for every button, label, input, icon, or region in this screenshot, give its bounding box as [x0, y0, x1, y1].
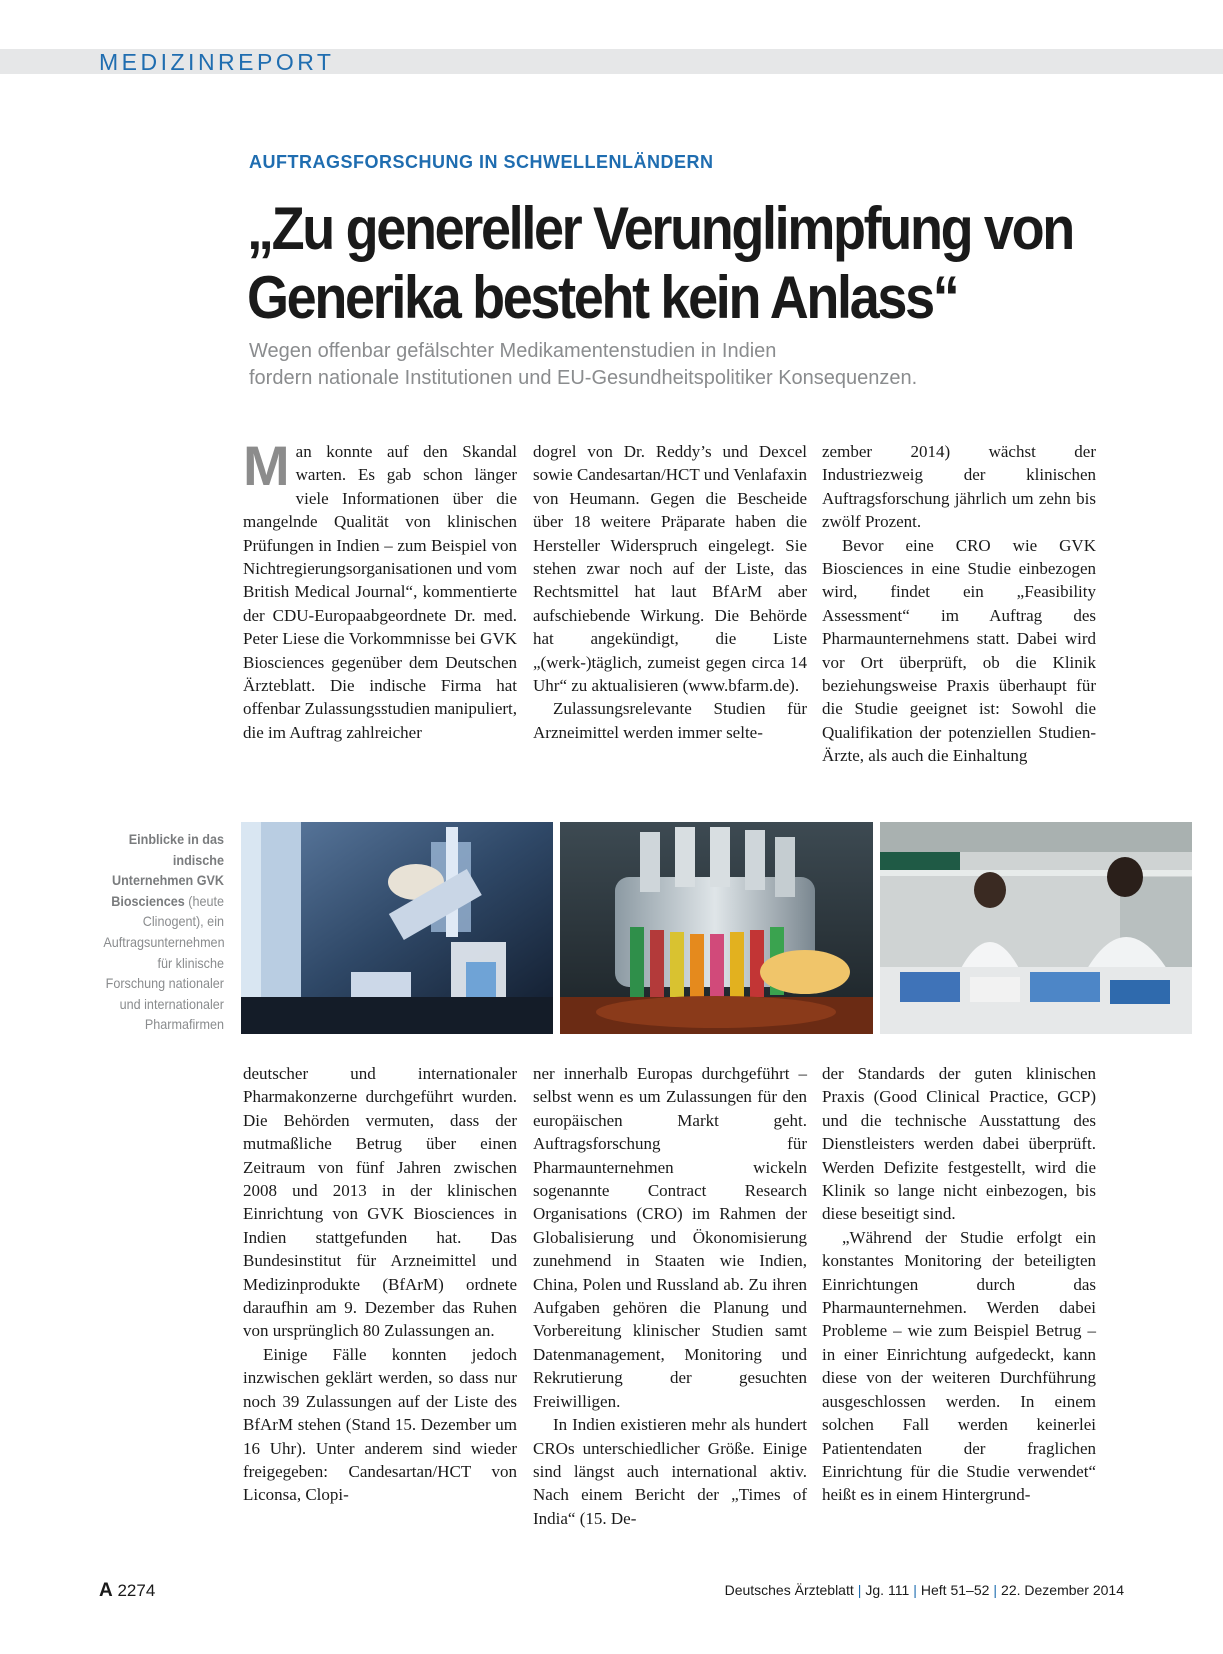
headline	[247, 194, 1073, 332]
text-column-bottom-3	[822, 1062, 1096, 1507]
drop-cap: M	[243, 434, 290, 497]
paragraph: In Indien existieren mehr als hundert CROs unterschiedlicher Größe. Einige sind längst auch international aktiv. Nach einem Bericht der „Times of India“ (15. De-	[533, 1415, 807, 1528]
journal-footer: Deutsches Ärzteblatt | Jg. 111 | Heft 51–52 | 22. Dezember 2014	[724, 1582, 1124, 1598]
headline-line-2: Generika besteht kein Anlass“	[247, 264, 958, 331]
text-column-top-3	[822, 440, 1096, 768]
text-column-top-1	[243, 434, 517, 744]
journal-date: 22. Dezember 2014	[1001, 1582, 1124, 1598]
folio-letter: A	[99, 1580, 113, 1601]
photo-caption	[103, 829, 224, 1035]
paragraph: der Standards der guten klinischen Praxis (Good Clinical Practice, GCP) und die technische Ausstattung des Dienstleisters werden dabei überprüft. Werden Defizite festgestellt, wird die Klinik so lange nicht einbezogen, bis diese beseitigt sind.	[822, 1064, 1096, 1224]
section-label: MEDIZINREPORT	[99, 49, 335, 75]
journal-volume: Jg. 111	[865, 1582, 910, 1598]
paragraph: Einige Fälle konnten jedoch inzwischen geklärt werden, so dass nur noch 39 Zulassungen auf der Liste des BfArM stehen (Stand 15. Dezember um 16 Uhr). Unter anderem sind wieder freigegeben: Candesartan/HCT von Liconsa, Clopi-	[243, 1344, 517, 1505]
subtitle-line-1: Wegen offenbar gefälschter Medikamentenstudien in Indien	[249, 340, 777, 362]
paragraph: deutscher und internationaler Pharmakonzerne durchgeführt wurden. Die Behörden vermuten, dass der mutmaßliche Betrug über einen Zeitraum von fünf Jahren zwischen 2008 und 2013 in der klinischen Einrichtung von GVK Biosciences in Indien stattgefunden hat. Das Bundesinstitut für Arzneimittel und Medizinprodukte (BfArM) ordnete daraufhin am 9. Dezember das Ruhen von ursprünglich 80 Zulassungen an.	[243, 1064, 517, 1341]
paragraph: an konnte auf den Skandal warten. Es gab schon länger viele Informationen über die mangelnde Qualität von klinischen Prüfungen in Indien – zum Beispiel von Nichtregierungsorganisationen und vom British Medical Journal“, kommentierte der CDU-Europaabgeordnete Dr. med. Peter Liese die Vorkommnisse bei GVK Biosciences gegenüber dem Deutschen Ärzteblatt. Die indische Firma hat offenbar Zulassungsstudien manipuliert, die im Auftrag zahlreicher	[243, 442, 517, 742]
paragraph: „Während der Studie erfolgt ein konstantes Monitoring der beteiligten Einrichtungen durch das Pharmaunternehmen. Werden dabei Probleme – wie zum Beispiel Betrug – in einer Einrichtung aufgedeckt, kann diese von der weiteren Durchführung ausgeschlossen werden. In einem solchen Fall werden keinerlei Patientendaten der fraglichen Einrichtung für die Studie verwendet“ heißt es in einem Hintergrund-	[822, 1227, 1096, 1505]
photo-lab-workers	[880, 822, 1192, 1034]
caption-rest: (heute Clinogent), ein Auftragsunternehmen für klinische Forschung nationaler und internationaler Pharmafirmen	[103, 892, 225, 1033]
paragraph: zember 2014) wächst der Industriezweig der klinischen Auftragsforschung jährlich um zehn bis zwölf Prozent.	[822, 442, 1096, 532]
text-column-top-2	[533, 440, 807, 744]
journal-issue: Heft 51–52	[920, 1582, 990, 1598]
photo-lab-pipette	[241, 822, 553, 1034]
headline-line-1: „Zu genereller Verunglimpfung von	[247, 195, 1073, 262]
paragraph: Bevor eine CRO wie GVK Biosciences in eine Studie einbezogen wird, findet ein „Feasibility Assessment“ im Auftrag des Pharmaunternehmens statt. Dabei wird vor Ort überprüft, ob die Klinik beziehungsweise Praxis überhaupt für die Studie geeignet ist: Sowohl die Qualifikation der potenziellen Studien-Ärzte, als auch die Einhaltung	[822, 535, 1096, 766]
caption-bold: Einblicke in das indische Unternehmen GVK Biosciences	[111, 831, 224, 909]
page-number	[99, 1580, 155, 1602]
subtitle	[249, 338, 1069, 392]
paragraph: ner innerhalb Europas durchgeführt – selbst wenn es um Zulassungen für den europäischen Markt geht. Auftragsforschung für Pharmaunternehmen wickeln sogenannte Contract Research Organisations (CRO) im Rahmen der Globalisierung und Ökonomisierung zunehmend in Staaten wie Indien, China, Polen und Russland ab. Zu ihren Aufgaben gehören die Planung und Vorbereitung klinischer Studien samt Datenmanagement, Monitoring und Rekrutierung der gesuchten Freiwilligen.	[533, 1064, 807, 1411]
journal-name: Deutsches Ärzteblatt	[724, 1582, 854, 1598]
text-column-bottom-1	[243, 1062, 517, 1507]
article-kicker: AUFTRAGSFORSCHUNG IN SCHWELLENLÄNDERN	[249, 152, 714, 172]
paragraph: Zulassungsrelevante Studien für Arzneimittel werden immer selte-	[533, 699, 807, 742]
subtitle-line-2: fordern nationale Institutionen und EU-Gesundheitspolitiker Konsequenzen.	[249, 367, 918, 389]
photo-test-tubes	[560, 822, 873, 1034]
paragraph: dogrel von Dr. Reddy’s und Dexcel sowie Candesartan/HCT und Venlafaxin von Heumann. Gegen die Bescheide über 18 weitere Präparate haben die Hersteller Widerspruch eingelegt. Sie stehen zwar noch auf der Liste, das Rechtsmittel hat laut BfArM aber aufschiebende Wirkung. Die Behörde hat angekündigt, die Liste „(werk-)täglich, zumeist gegen circa 14 Uhr“ zu aktualisieren (www.bfarm.de).	[533, 442, 807, 696]
text-column-bottom-2	[533, 1062, 807, 1530]
folio-number: 2274	[117, 1581, 156, 1600]
